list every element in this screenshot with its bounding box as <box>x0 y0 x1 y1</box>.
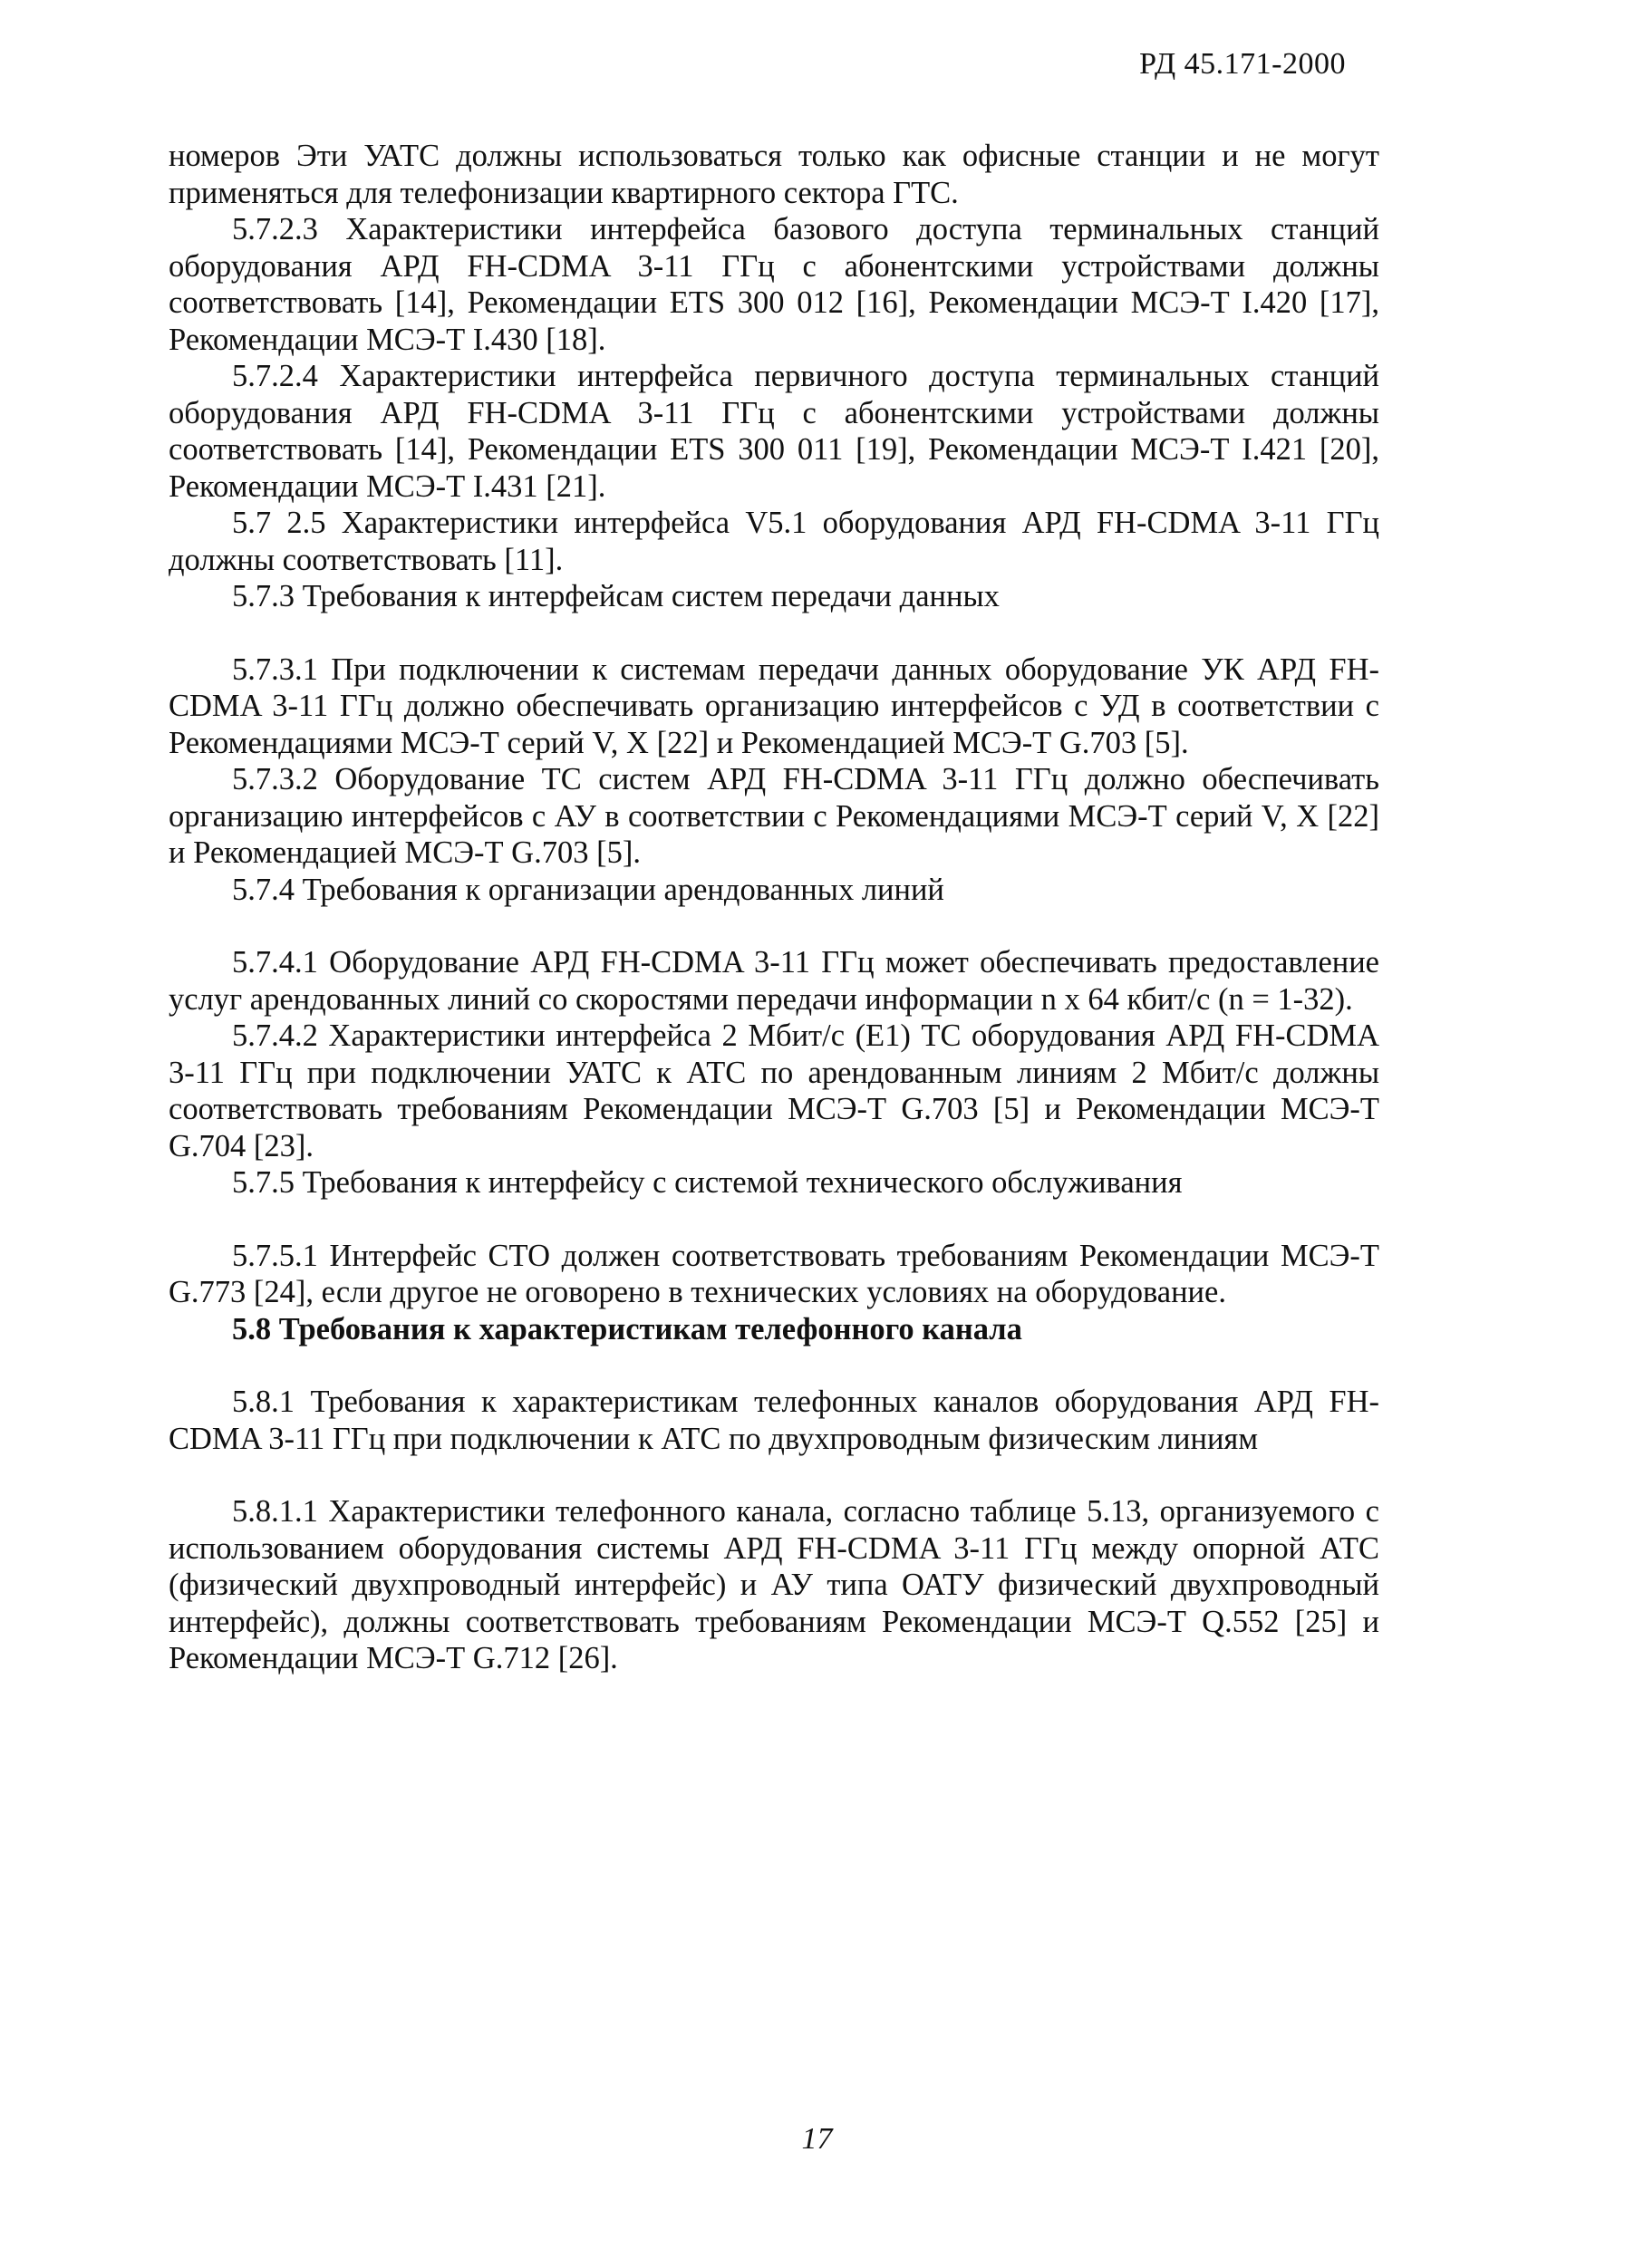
document-code: РД 45.171-2000 <box>1139 47 1346 81</box>
paragraph-5-7-2-3: 5.7.2.3 Характеристики интерфейса базового доступа терминальных станций оборудования АРД FH-CDMA 3-11 ГГц с абонентскими устройствами должны соответствовать [14], Рекомендации ETS 300 012 [16], Рекомендации МСЭ-Т I.420 [17], Рекомендации МСЭ-Т I.430 [18]. <box>169 212 1379 357</box>
paragraph-5-7-2-5: 5.7 2.5 Характеристики интерфейса V5.1 оборудования АРД FH-CDMA 3-11 ГГц должны соответствовать [11]. <box>169 506 1379 577</box>
paragraph-5-8-1: 5.8.1 Требования к характеристикам телефонных каналов оборудования АРД FH-CDMA 3-11 ГГц при подключении к АТС по двухпроводным физическим линиям <box>169 1385 1379 1456</box>
paragraph-5-7-4-1: 5.7.4.1 Оборудование АРД FH-CDMA 3-11 ГГц может обеспечивать предоставление услуг арендованных линий со скоростями передачи информации n x 64 кбит/с (n = 1-32). <box>169 945 1379 1017</box>
paragraph-5-8-1-1: 5.8.1.1 Характеристики телефонного канала, согласно таблице 5.13, организуемого с использованием оборудования системы АРД FH-CDMA 3-11 ГГц между опорной АТС (физический двухпроводный интерфейс) и АУ типа ОАТУ физический двухпроводный интерфейс), должны соответствовать требованиям Рекомендации МСЭ-Т Q.552 [25] и Рекомендации МСЭ-Т G.712 [26]. <box>169 1494 1379 1675</box>
paragraph-5-7-3-2: 5.7.3.2 Оборудование ТС систем АРД FH-CDMA 3-11 ГГц должно обеспечивать организацию интерфейсов с АУ в соответствии с Рекомендациями МСЭ-Т серий V, X [22] и Рекомендацией МСЭ-Т G.703 [5]. <box>169 762 1379 870</box>
section-heading-5-8: 5.8 Требования к характеристикам телефонного канала <box>232 1311 1022 1346</box>
page-number: 17 <box>801 2122 833 2156</box>
subsection-heading-5-7-4: 5.7.4 Требования к организации арендованных линий <box>232 872 944 907</box>
paragraph-5-7-4-2: 5.7.4.2 Характеристики интерфейса 2 Мбит/с (E1) ТС оборудования АРД FH-CDMA 3-11 ГГц при подключении УАТС к АТС по арендованным линиям 2 Мбит/с должны соответствовать требованиям Рекомендации МСЭ-Т G.703 [5] и Рекомендации МСЭ-Т G.704 [23]. <box>169 1018 1379 1163</box>
document-body <box>169 138 1379 1677</box>
paragraph-5-7-5-1: 5.7.5.1 Интерфейс СТО должен соответствовать требованиям Рекомендации МСЭ-Т G.773 [24], если другое не оговорено в технических условиях на оборудование. <box>169 1238 1379 1309</box>
subsection-heading-5-7-3: 5.7.3 Требования к интерфейсам систем передачи данных <box>232 579 1000 613</box>
paragraph-5-7-3-1: 5.7.3.1 При подключении к системам передачи данных оборудование УК АРД FH-CDMA 3-11 ГГц должно обеспечивать организацию интерфейсов с УД в соответствии с Рекомендациями МСЭ-Т серий V, X [22] и Рекомендацией МСЭ-Т G.703 [5]. <box>169 651 1379 760</box>
paragraph-continuation: номеров Эти УАТС должны использоваться только как офисные станции и не могут применяться для телефонизации квартирного сектора ГТС. <box>169 139 1379 210</box>
subsection-heading-5-7-5: 5.7.5 Требования к интерфейсу с системой технического обслуживания <box>232 1165 1183 1200</box>
paragraph-5-7-2-4: 5.7.2.4 Характеристики интерфейса первичного доступа терминальных станций оборудования АРД FH-CDMA 3-11 ГГц с абонентскими устройствами должны соответствовать [14], Рекомендации ETS 300 011 [19], Рекомендации МСЭ-Т I.421 [20], Рекомендации МСЭ-Т I.431 [21]. <box>169 359 1379 504</box>
